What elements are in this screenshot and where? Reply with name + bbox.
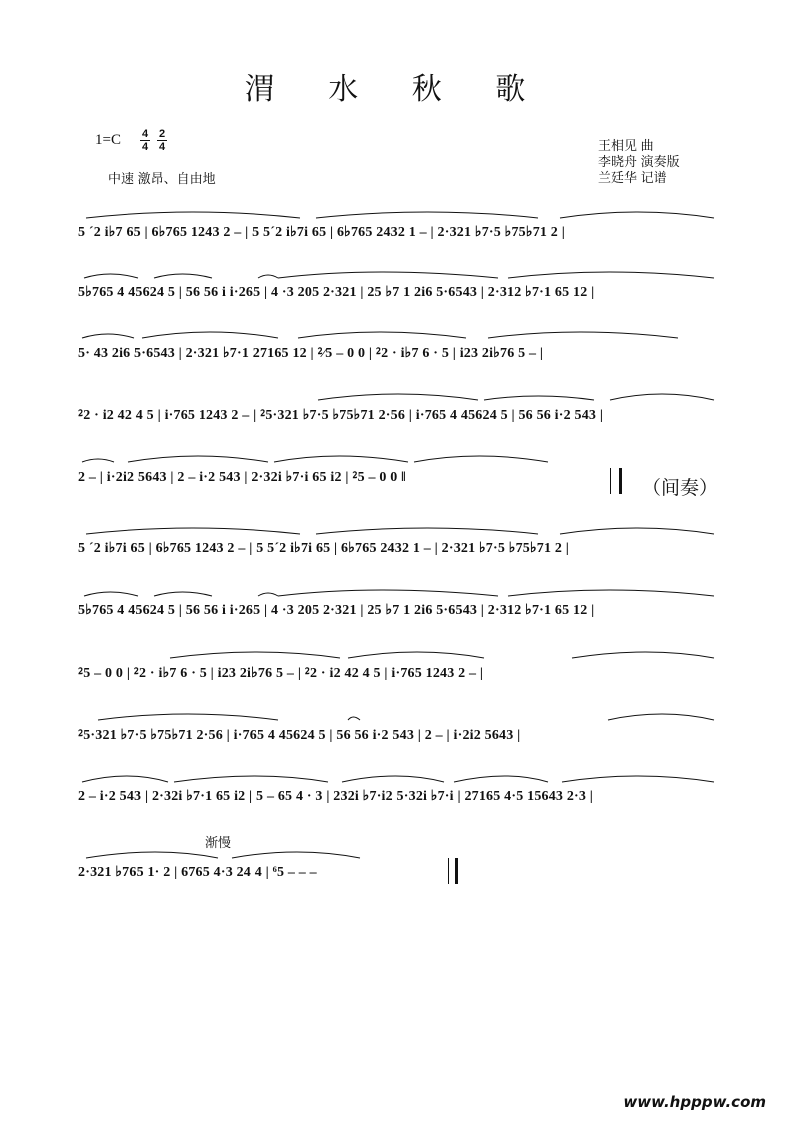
tempo-marking: 中速 激昂、自由地: [108, 171, 216, 186]
composer-credit: 王相见 曲: [598, 138, 654, 153]
score-row-8: [78, 648, 718, 692]
score-row-2: [78, 268, 718, 312]
title: 渭 水 秋 歌: [244, 72, 548, 107]
notation-line: 5♭765 4 45624 5 | 56 56 i i·265 | 4 ·3 205 2·321 | 25 ♭7 1 2i6 5·6543 | 2·312 ♭7·1 65 12 |: [78, 603, 595, 618]
score-row-1: [78, 208, 718, 252]
score-row-10: [78, 772, 718, 816]
notation-line: 5 ˊ2 i♭7 65 | 6♭765 1243 2 – | 5 5ˊ2 i♭7i 65 | 6♭765 2432 1 – | 2·321 ♭7·5 ♭75♭71 2 |: [78, 225, 565, 240]
time-signature-second: 2 4: [158, 128, 166, 153]
score-row-7: [78, 586, 718, 630]
interlude-label: （间奏）: [642, 477, 719, 499]
score-row-4: [78, 390, 718, 434]
notation-line: 5 ˊ2 i♭7i 65 | 6♭765 1243 2 – | 5 5ˊ2 i♭7i 65 | 6♭765 2432 1 – | 2·321 ♭7·5 ♭75♭71 2 |: [78, 541, 570, 556]
performer-credit: 李晓舟 演奏版: [598, 154, 680, 169]
key-signature: 1=C: [95, 132, 121, 148]
score-row-9: [78, 710, 718, 754]
score-row-6: [78, 524, 718, 568]
score-row-3: [78, 328, 718, 372]
website-watermark: www.hpppw.com: [623, 1093, 766, 1111]
notation-line: ⁲5·321 ♭7·5 ♭75♭71 2·56 | i·765 4 45624 5 | 56 56 i·2 543 | 2 – | i·2i2 5643 |: [78, 728, 521, 743]
gradually-slower-marking: 渐慢: [205, 835, 232, 850]
time-signature-first: 4 4: [141, 128, 149, 153]
transcriber-credit: 兰廷华 记谱: [598, 170, 667, 185]
notation-line: 2 – | i·2i2 5643 | 2 – i·2 543 | 2·32i ♭7·i 65 i2 | ⁲5 – 0 0 ‖: [78, 470, 406, 485]
credits: [598, 138, 680, 186]
notation-line: 5♭765 4 45624 5 | 56 56 i i·265 | 4 ·3 205 2·321 | 25 ♭7 1 2i6 5·6543 | 2·312 ♭7·1 65 12 |: [78, 285, 595, 300]
score-row-11: [78, 848, 718, 892]
notation-line: ⁲5 – 0 0 | ⁲2 · i♭7 6 · 5 | i23 2i♭76 5 – | ⁲2 · i2 42 4 5 | i·765 1243 2 – |: [78, 666, 484, 681]
end-barline: [448, 858, 458, 884]
notation-line: 5· 43 2i6 5·6543 | 2·321 ♭7·1 27165 12 | ⁲⁄5 – 0 0 | ⁲2 · i♭7 6 · 5 | i23 2i♭76 5 – |: [78, 346, 544, 361]
notation-line: 2 – i·2 543 | 2·32i ♭7·1 65 i2 | 5 – 65 4 · 3 | 232i ♭7·i2 5·32i ♭7·i | 27165 4·5 15643 2·3 |: [78, 789, 594, 804]
notation-line: ⁲2 · i2 42 4 5 | i·765 1243 2 – | ⁲5·321 ♭7·5 ♭75♭71 2·56 | i·765 4 45624 5 | 56 56 i·2 543 |: [78, 408, 604, 423]
notation-line: 2·321 ♭765 1· 2 | 6765 4·3 24 4 | ⁶5 – – –: [78, 865, 317, 880]
score-row-5: [78, 452, 718, 496]
final-barline: [610, 468, 622, 494]
